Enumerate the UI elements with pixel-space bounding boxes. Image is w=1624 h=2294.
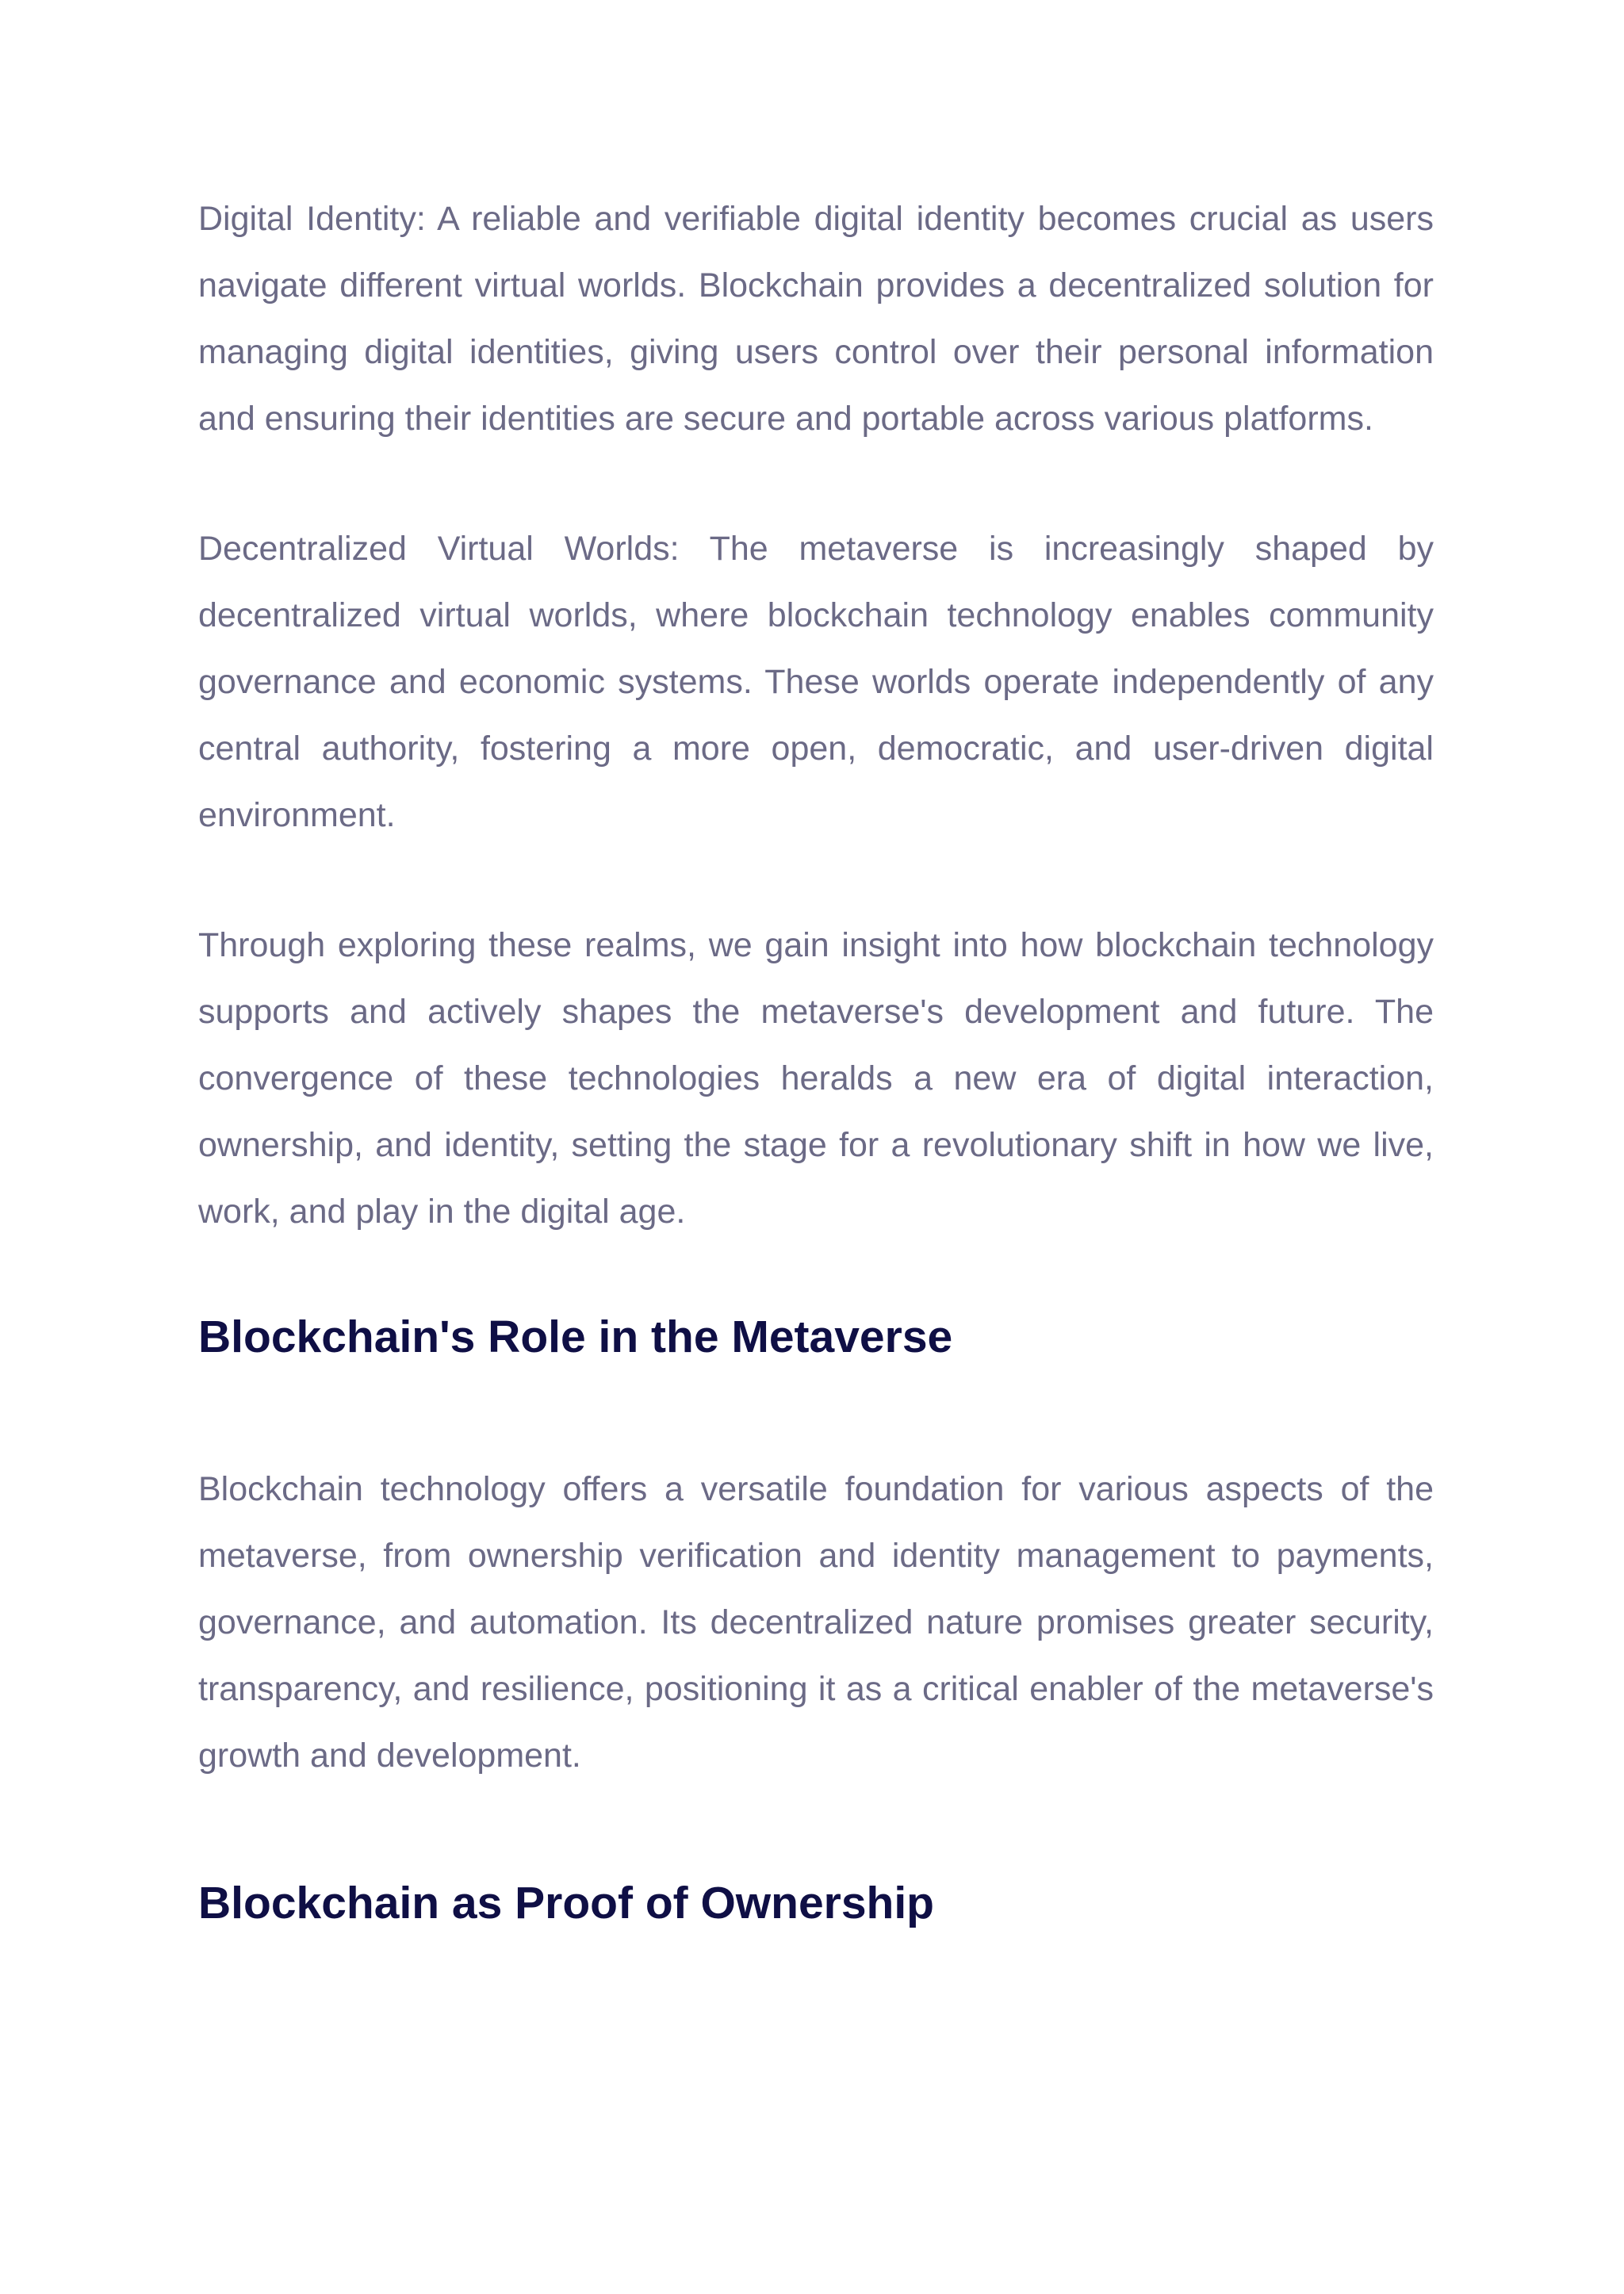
heading-proof-of-ownership: Blockchain as Proof of Ownership bbox=[198, 1878, 935, 1928]
heading-blockchains-role: Blockchain's Role in the Metaverse bbox=[198, 1312, 953, 1362]
paragraph-decentralized-virtual-worlds: Decentralized Virtual Worlds: The metaverse is increasingly shaped by decentralized virtual worlds, where blockchain technology enables community governance and economic systems. These worlds operate independently of any central authority, fostering a more open, democratic, and user-driven digital environment. bbox=[198, 530, 1434, 834]
paragraph-blockchain-foundation: Blockchain technology offers a versatile foundation for various aspects of the metaverse, from ownership verification and identity management to payments, governance, and automation. Its decentralized nature promises greater security, transparency, and resilience, positioning it as a critical enabler of the metaverse's growth and development. bbox=[198, 1470, 1434, 1775]
paragraph-digital-identity: Digital Identity: A reliable and verifiable digital identity becomes crucial as users navigate different virtual worlds. Blockchain provides a decentralized solution for managing digital identities, giving users control over their personal information and ensuring their identities are secure and portable across various platforms. bbox=[198, 200, 1434, 438]
paragraph-through-exploring: Through exploring these realms, we gain insight into how blockchain technology supports and actively shapes the metaverse's development and future. The convergence of these technologies heralds a new era of digital interaction, ownership, and identity, setting the stage for a revolutionary shift in how we live, work, and play in the digital age. bbox=[198, 926, 1434, 1231]
document-content bbox=[198, 186, 1434, 1936]
